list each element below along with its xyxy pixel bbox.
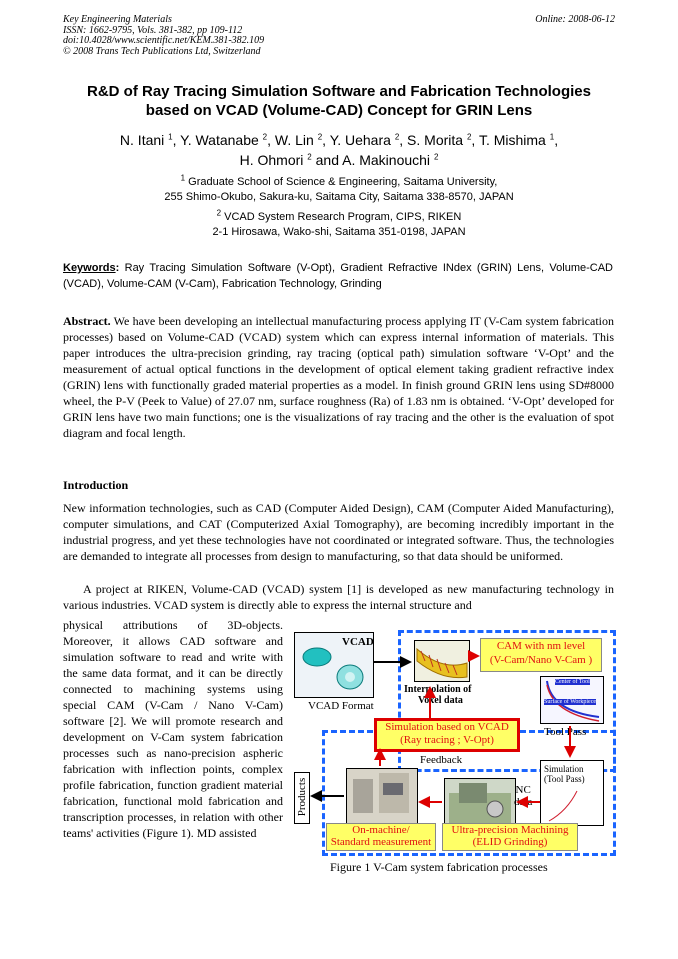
author-affil-mark: 2 <box>262 132 268 142</box>
author-list: N. Itani $^1$, Y. Watanabe $^2$, W. Lin $^2$, Y. Uehara $^2$, S. Morita $^2$, T. Mishima $^1$, H. Ohmori $^2$ and A. Makinouchi $^2$ <box>119 132 559 168</box>
flow-arrows <box>290 626 616 882</box>
author: T. Mishima <box>478 132 546 148</box>
intro-paragraph-2-column: physical attributions of 3D-objects. Moreover, it allows CAD software and simulation software to read and write with the same data format, and it can be directly connected to machining systems using special CAM (V-Cam / Nano V-Cam) software [2]. We will promote research and development on V-Cam system fabrication processes such as nano-precision aspheric fabrication with inflection points, complex profile fabrication, function gradient material fabrication, functional mold fabrication and transcription processes, in relation with other teams' activities (Figure 1). MD assisted <box>63 618 283 840</box>
ultra-precision-line: (ELID Grinding) <box>472 836 548 848</box>
title-line-2: based on VCAD (Volume-CAD) Concept for GRIN Lens <box>145 102 533 119</box>
onmachine-line: On-machine/ <box>352 824 410 836</box>
keywords-label: Keywords <box>63 262 116 274</box>
interpolation-line: Voxel data <box>418 695 463 706</box>
paper-title <box>40 82 638 120</box>
author-affil-mark: 2 <box>394 132 400 142</box>
nc-line: data <box>514 796 533 808</box>
author-affil-mark: 2 <box>433 152 439 162</box>
feedback-label: Feedback <box>420 754 463 766</box>
simulation-line: (Ray tracing ; V-Opt) <box>400 734 494 746</box>
simulation-line: Simulation based on VCAD <box>385 721 509 733</box>
center-of-tool-label: Center of Tool <box>555 679 590 685</box>
author-affil-mark: 1 <box>168 132 173 142</box>
author-affil-mark: 2 <box>307 152 312 162</box>
author: H. Ohmori <box>239 152 304 168</box>
figure-caption: Figure 1 V-Cam system fabrication processes <box>330 860 548 874</box>
affil-line: VCAD System Research Program, CIPS, RIKEN <box>224 211 462 223</box>
title-line-1: R&D of Ray Tracing Simulation Software and Fabrication Technologies <box>87 83 591 100</box>
abstract-text: We have been developing an intellectual manufacturing process applying IT (V-Cam system fabrication processes) based on Volume-CAD (VCAD) system which can express internal information of materials. This paper introduces the ultra-precision grinding, ray tracing (optical path) simulation software ‘V-Opt’ and the measurement of actual optical functions in the development of optical element taking gradient refractive index (GRIN) lens with functionally graded material properties as a model. In finish ground GRIN lens using SD#8000 wheel, the P-V (Peek to Value) of 27.07 nm, surface roughness (Ra) of 1.83 nm is obtained. ‘V-Opt’ developed for GRIN lens have two main functions; one is the visualizations of ray tracing and the other is the evaluation of spot diagram and focal length. <box>63 314 614 440</box>
author: N. Itani <box>119 132 165 148</box>
cam-line: CAM with nm level <box>496 640 586 652</box>
author-affil-mark: 2 <box>466 132 472 142</box>
abstract <box>63 313 614 441</box>
author-and: and <box>315 152 339 168</box>
author: A. Makinouchi <box>342 152 431 168</box>
doi-line: doi:10.4028/www.scientific.net/KEM.381-382.109 <box>63 35 265 46</box>
cam-line: (V-Cam/Nano V-Cam ) <box>489 654 593 666</box>
intro-paragraph-1: New information technologies, such as CAD (Computer Aided Design), CAM (Computer Aided Manufacturing), computer simulations, and CAT (Computerized Axial Tomography), are becoming incredibly important in the industrial progress, and yet these technologies have not coordinated or integrated software. Thus, the technologies are demanded to integrate all processes from design to manufacturing, so that data should be uniformed. <box>63 501 614 563</box>
affil-line: Graduate School of Science & Engineering, Saitama University, <box>188 176 498 188</box>
onmachine-line: Standard measurement <box>330 836 432 848</box>
vcad-format-label: VCAD Format <box>308 700 374 712</box>
affiliation-2 <box>40 210 638 240</box>
figure-1 <box>290 626 616 882</box>
simulation-small-line: (Tool Pass) <box>544 774 585 784</box>
keywords-text: Ray Tracing Simulation Software (V-Opt), Gradient Refractive INdex (GRIN) Lens, Volume-CAD (VCAD), Volume-CAM (V-Cam), Fabrication Technology, Grinding <box>63 262 613 290</box>
tool-pass-label: Tool Pass <box>544 726 587 738</box>
journal-name: Key Engineering Materials <box>63 14 172 25</box>
vcad-label: VCAD <box>342 636 374 648</box>
affil-line: 2-1 Hirosawa, Wako-shi, Saitama 351-0198, JAPAN <box>212 226 466 238</box>
interpolation-line: Interpolation of <box>404 684 472 695</box>
nc-line: NC <box>515 784 531 796</box>
author-affil-mark: 2 <box>317 132 323 142</box>
issn-line: ISSN: 1662-9795, Vols. 381-382, pp 109-112 <box>63 24 243 36</box>
author: S. Morita <box>407 132 464 148</box>
keywords: Keywords: Ray Tracing Simulation Software (V-Opt), Gradient Refractive INdex (GRIN) Lens, Volume-CAD (VCAD), Volume-CAM (V-Cam), Fabrication Technology, Grinding <box>63 262 613 290</box>
author-affil-mark: 1 <box>549 132 555 142</box>
affil-line: 255 Shimo-Okubo, Sakura-ku, Saitama City, Saitama 338-8570, JAPAN <box>164 191 514 203</box>
copyright-line: © 2008 Trans Tech Publications Ltd, Switzerland <box>63 45 261 57</box>
journal-header <box>63 15 264 57</box>
surface-workpiece-label: Surface of Workpiece <box>544 699 597 705</box>
products-label: Products <box>296 777 308 817</box>
intro-paragraph-2: A project at RIKEN, Volume-CAD (VCAD) system [1] is developed as new manufacturing technology in various industries. VCAD system is directly able to express the internal structure and <box>63 582 614 612</box>
affiliation-1 <box>40 175 638 205</box>
simulation-small-line: Simulation <box>544 764 584 774</box>
author: Y. Watanabe <box>180 132 259 148</box>
abstract-label: Abstract. <box>63 314 111 328</box>
ultra-precision-line: Ultra-precision Machining <box>451 824 569 836</box>
author: W. Lin <box>274 132 314 148</box>
section-heading: Introduction <box>63 478 129 492</box>
affil-number: 1 <box>180 173 186 183</box>
online-date: Online: 2008-06-12 <box>535 14 615 25</box>
affil-number: 2 <box>216 208 222 218</box>
author: Y. Uehara <box>329 132 391 148</box>
